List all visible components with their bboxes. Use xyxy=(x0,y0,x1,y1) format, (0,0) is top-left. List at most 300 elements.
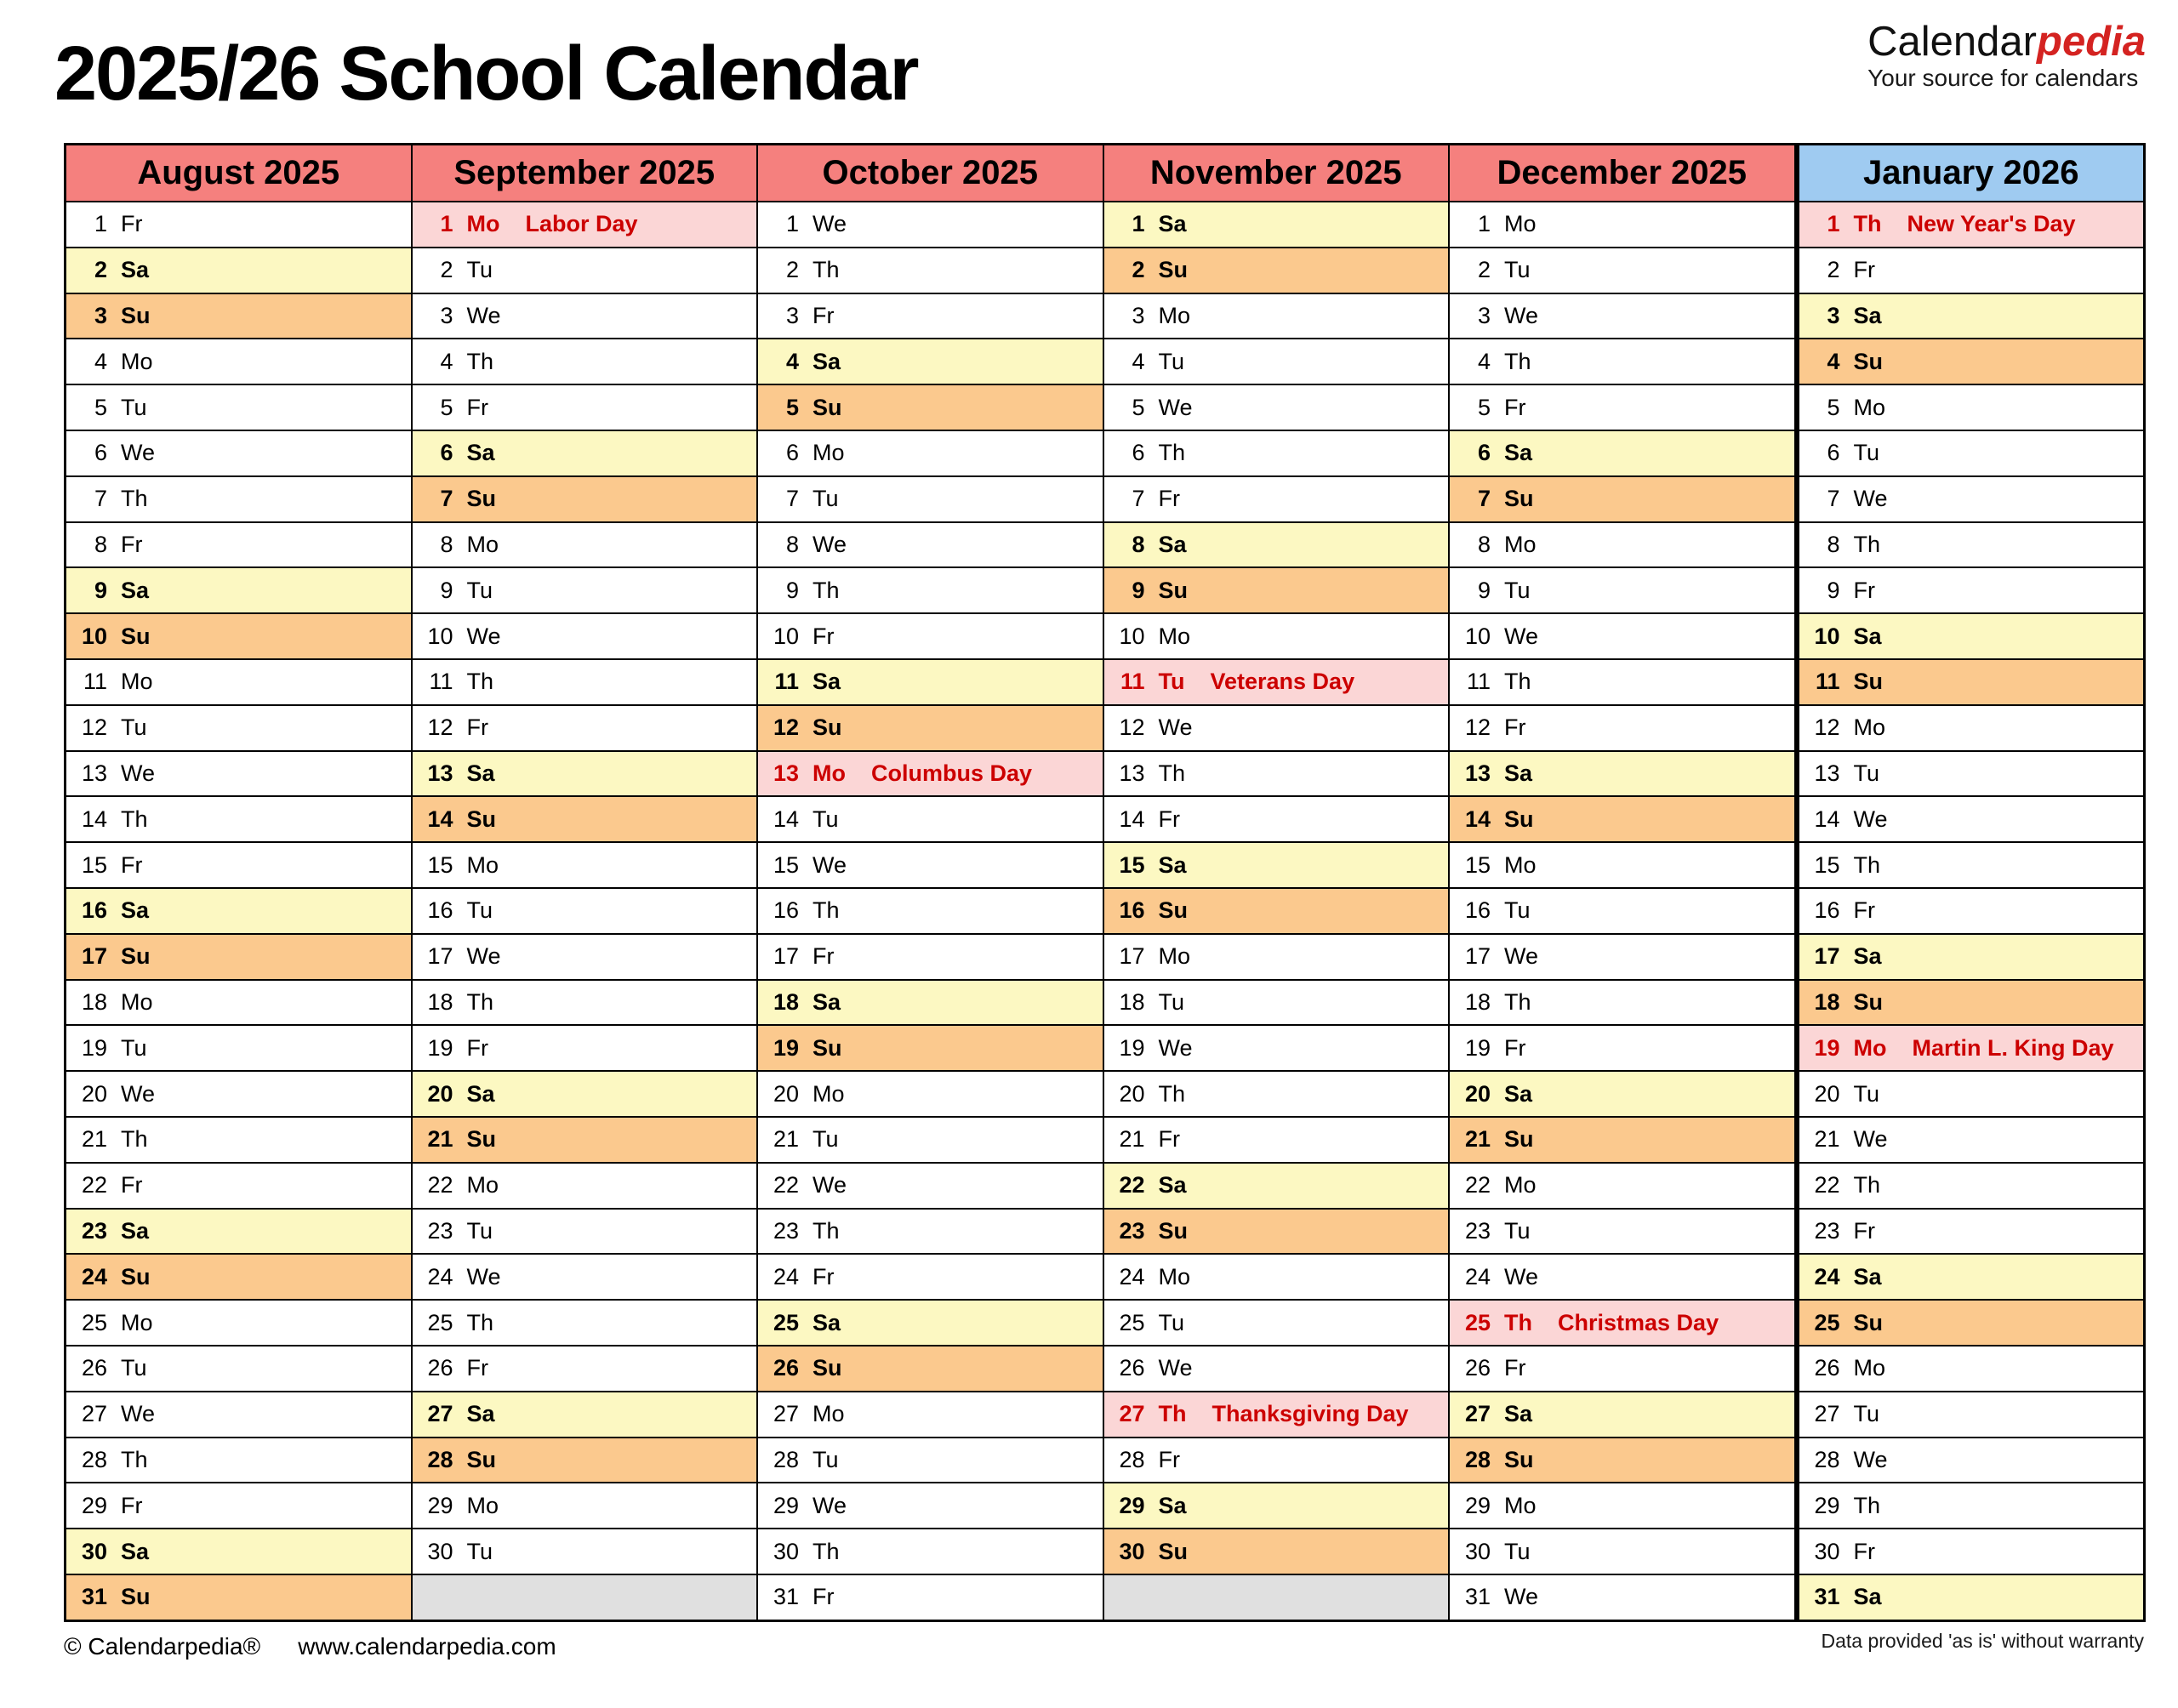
weekday-label: Fr xyxy=(1158,806,1180,832)
weekday-label: Su xyxy=(812,1034,842,1061)
day-number: 16 xyxy=(1119,897,1145,924)
day-cell xyxy=(413,795,757,841)
weekday-label: Su xyxy=(1504,1126,1534,1153)
day-cell xyxy=(1799,384,2144,430)
weekday-label: Tu xyxy=(1853,760,1880,786)
weekday-label: Su xyxy=(1158,577,1189,603)
logo-part-calendar: Calendar xyxy=(1867,19,2038,65)
day-number: 16 xyxy=(773,897,799,924)
month-header-january-2026: January 2026 xyxy=(1799,145,2144,201)
weekday-label: Su xyxy=(121,1584,151,1610)
day-number: 29 xyxy=(81,1492,107,1518)
weekday-label: Tu xyxy=(1504,1217,1531,1244)
day-cell xyxy=(1104,1299,1449,1345)
weekday-label: Mo xyxy=(466,1172,499,1198)
holiday-cell xyxy=(1799,201,2144,247)
day-cell xyxy=(66,1482,411,1528)
day-number: 6 xyxy=(785,440,799,466)
weekday-label: Th xyxy=(1504,988,1531,1015)
day-number: 16 xyxy=(1464,897,1491,924)
day-cell xyxy=(66,841,411,887)
day-cell xyxy=(1450,1528,1794,1574)
day-cell xyxy=(66,979,411,1025)
day-cell xyxy=(413,612,757,658)
day-number: 22 xyxy=(1119,1172,1145,1198)
weekday-label: Tu xyxy=(121,1034,147,1061)
day-cell xyxy=(1799,1208,2144,1254)
weekday-label: Su xyxy=(1853,348,1884,374)
day-cell xyxy=(66,1299,411,1345)
day-number: 17 xyxy=(81,943,107,970)
day-number: 12 xyxy=(773,715,799,741)
month-column-september-2025 xyxy=(411,145,757,1620)
day-number: 29 xyxy=(1119,1492,1145,1518)
weekday-label: We xyxy=(1853,1446,1888,1472)
day-cell xyxy=(758,1482,1103,1528)
weekday-label: Th xyxy=(121,806,148,832)
day-cell xyxy=(758,1437,1103,1483)
day-number: 14 xyxy=(1119,806,1145,832)
weekday-label: We xyxy=(1504,943,1539,970)
weekday-label: Su xyxy=(1504,806,1534,832)
day-number: 15 xyxy=(773,851,799,878)
weekday-label: Th xyxy=(1853,211,1882,237)
day-number: 4 xyxy=(94,348,107,374)
day-number: 18 xyxy=(1464,988,1491,1015)
weekday-label: We xyxy=(121,440,156,466)
month-header-october-2025: October 2025 xyxy=(758,145,1103,201)
day-cell xyxy=(413,1253,757,1299)
weekday-label: Fr xyxy=(121,1492,143,1518)
weekday-label: Su xyxy=(1504,486,1534,512)
weekday-label: Sa xyxy=(466,440,495,466)
day-number: 25 xyxy=(1814,1309,1840,1335)
weekday-label: Sa xyxy=(121,1538,150,1564)
day-cell xyxy=(1450,704,1794,750)
day-cell xyxy=(1104,338,1449,384)
day-cell xyxy=(1104,1253,1449,1299)
day-number: 8 xyxy=(440,531,453,557)
weekday-label: Tu xyxy=(121,715,147,741)
weekday-label: Mo xyxy=(1158,623,1191,649)
day-cell xyxy=(1104,979,1449,1025)
day-number: 1 xyxy=(94,211,107,237)
day-cell xyxy=(413,1116,757,1162)
day-cell xyxy=(1799,658,2144,704)
day-cell xyxy=(413,750,757,796)
day-number: 27 xyxy=(81,1401,107,1427)
day-cell xyxy=(758,1024,1103,1070)
day-number: 16 xyxy=(81,897,107,924)
weekday-label: Tu xyxy=(466,897,493,924)
day-number: 20 xyxy=(1464,1080,1491,1107)
weekday-label: Th xyxy=(466,988,494,1015)
day-number: 17 xyxy=(1814,943,1840,970)
disclaimer-text: Data provided 'as is' without warranty xyxy=(1821,1630,2144,1652)
day-number: 12 xyxy=(427,715,453,741)
day-cell xyxy=(1799,247,2144,293)
weekday-label: Sa xyxy=(1158,1172,1187,1198)
day-cell xyxy=(1799,475,2144,521)
weekday-label: Fr xyxy=(466,1355,488,1381)
day-cell xyxy=(413,1162,757,1208)
day-cell xyxy=(66,612,411,658)
weekday-label: We xyxy=(1853,486,1888,512)
weekday-label: We xyxy=(1504,623,1539,649)
weekday-label: We xyxy=(812,1172,847,1198)
day-number: 28 xyxy=(1464,1446,1491,1472)
day-number: 5 xyxy=(1827,394,1840,420)
day-cell xyxy=(413,566,757,612)
day-number: 18 xyxy=(81,988,107,1015)
day-cell xyxy=(66,1345,411,1391)
day-cell xyxy=(758,658,1103,704)
day-number: 7 xyxy=(440,486,453,512)
day-cell xyxy=(1450,658,1794,704)
weekday-label: Th xyxy=(466,348,494,374)
day-cell xyxy=(1104,841,1449,887)
day-number: 14 xyxy=(427,806,453,832)
weekday-label: Mo xyxy=(1504,1172,1537,1198)
day-number: 7 xyxy=(785,486,799,512)
day-number: 24 xyxy=(81,1263,107,1290)
day-cell xyxy=(66,1437,411,1483)
month-column-august-2025 xyxy=(66,145,411,1620)
weekday-label: Tu xyxy=(812,1446,839,1472)
day-cell xyxy=(66,795,411,841)
day-number: 21 xyxy=(81,1126,107,1153)
month-header-november-2025: November 2025 xyxy=(1104,145,1449,201)
weekday-label: Mo xyxy=(121,348,153,374)
day-cell xyxy=(1104,1070,1449,1116)
day-cell xyxy=(1104,704,1449,750)
month-header-september-2025: September 2025 xyxy=(413,145,757,201)
month-column-december-2025 xyxy=(1448,145,1794,1620)
weekday-label: Sa xyxy=(1853,1584,1882,1610)
day-number: 21 xyxy=(1814,1126,1840,1153)
weekday-label: Th xyxy=(1853,1492,1881,1518)
day-cell xyxy=(1799,1345,2144,1391)
day-cell xyxy=(66,1162,411,1208)
day-number: 30 xyxy=(1119,1538,1145,1564)
weekday-label: Fr xyxy=(466,394,488,420)
day-number: 14 xyxy=(81,806,107,832)
weekday-label: Sa xyxy=(121,897,150,924)
weekday-label: Th xyxy=(1504,1309,1532,1335)
holiday-label: Christmas Day xyxy=(1558,1309,1719,1335)
day-cell xyxy=(413,384,757,430)
day-number: 11 xyxy=(429,669,453,695)
day-cell xyxy=(1104,1024,1449,1070)
day-number: 27 xyxy=(1464,1401,1491,1427)
day-number: 14 xyxy=(773,806,799,832)
day-number: 31 xyxy=(81,1584,107,1610)
day-number: 11 xyxy=(1815,669,1840,695)
holiday-label: New Year's Day xyxy=(1907,211,2076,237)
day-number: 21 xyxy=(427,1126,453,1153)
weekday-label: Th xyxy=(466,669,494,695)
weekday-label: Sa xyxy=(812,348,841,374)
weekday-label: Sa xyxy=(1853,623,1882,649)
day-number: 2 xyxy=(94,257,107,283)
day-number: 20 xyxy=(773,1080,799,1107)
day-cell xyxy=(1450,521,1794,567)
weekday-label: Mo xyxy=(121,669,153,695)
weekday-label: We xyxy=(121,1080,156,1107)
day-cell xyxy=(1799,1528,2144,1574)
weekday-label: Tu xyxy=(1853,1080,1880,1107)
day-number: 5 xyxy=(1132,394,1145,420)
weekday-label: Tu xyxy=(1853,440,1880,466)
day-number: 22 xyxy=(81,1172,107,1198)
weekday-label: We xyxy=(1504,1584,1539,1610)
weekday-label: Mo xyxy=(1853,394,1886,420)
weekday-label: Sa xyxy=(1504,760,1533,786)
day-cell xyxy=(1104,1437,1449,1483)
day-number: 8 xyxy=(1132,531,1145,557)
day-number: 2 xyxy=(1477,257,1491,283)
day-cell xyxy=(1450,566,1794,612)
day-cell xyxy=(1799,1162,2144,1208)
weekday-label: Fr xyxy=(812,943,835,970)
weekday-label: Mo xyxy=(1504,851,1537,878)
day-number: 30 xyxy=(1464,1538,1491,1564)
day-cell xyxy=(1450,612,1794,658)
day-cell xyxy=(413,338,757,384)
day-cell xyxy=(413,247,757,293)
day-number: 16 xyxy=(427,897,453,924)
day-number: 20 xyxy=(427,1080,453,1107)
day-number: 10 xyxy=(773,623,799,649)
day-number: 27 xyxy=(773,1401,799,1427)
weekday-label: We xyxy=(1158,1034,1193,1061)
holiday-label: Martin L. King Day xyxy=(1912,1034,2114,1061)
weekday-label: Tu xyxy=(466,1538,493,1564)
weekday-label: Fr xyxy=(1158,1446,1180,1472)
day-cell xyxy=(1104,933,1449,979)
weekday-label: Tu xyxy=(1158,348,1185,374)
day-number: 21 xyxy=(773,1126,799,1153)
day-cell xyxy=(1104,750,1449,796)
day-number: 24 xyxy=(773,1263,799,1290)
day-number: 19 xyxy=(1119,1034,1145,1061)
weekday-label: Th xyxy=(1158,760,1186,786)
day-cell xyxy=(758,566,1103,612)
day-cell xyxy=(758,430,1103,475)
weekday-label: Fr xyxy=(121,211,143,237)
weekday-label: Th xyxy=(121,1126,148,1153)
day-number: 22 xyxy=(773,1172,799,1198)
day-number: 24 xyxy=(1464,1263,1491,1290)
day-cell xyxy=(66,1024,411,1070)
day-cell xyxy=(758,521,1103,567)
day-number: 4 xyxy=(440,348,453,374)
weekday-label: Sa xyxy=(1158,851,1187,878)
weekday-label: Th xyxy=(1853,851,1881,878)
weekday-label: Tu xyxy=(1158,1309,1185,1335)
day-cell xyxy=(1799,887,2144,933)
day-number: 25 xyxy=(81,1309,107,1335)
weekday-label: We xyxy=(812,1492,847,1518)
month-header-august-2025: August 2025 xyxy=(66,145,411,201)
weekday-label: Th xyxy=(1504,669,1531,695)
day-number: 10 xyxy=(1119,623,1145,649)
weekday-label: Su xyxy=(1158,257,1189,283)
weekday-label: Su xyxy=(1158,897,1189,924)
day-cell xyxy=(1450,887,1794,933)
day-cell xyxy=(1799,338,2144,384)
day-cell xyxy=(1450,1574,1794,1620)
day-number: 22 xyxy=(1814,1172,1840,1198)
weekday-label: Th xyxy=(121,486,148,512)
day-cell xyxy=(413,704,757,750)
day-cell xyxy=(1450,933,1794,979)
day-cell xyxy=(66,933,411,979)
day-cell xyxy=(758,887,1103,933)
day-cell xyxy=(1450,1482,1794,1528)
day-cell xyxy=(413,979,757,1025)
weekday-label: Sa xyxy=(466,1401,495,1427)
weekday-label: Fr xyxy=(812,1263,835,1290)
day-number: 11 xyxy=(774,669,799,695)
day-number: 24 xyxy=(1814,1263,1840,1290)
weekday-label: We xyxy=(1158,394,1193,420)
day-cell xyxy=(1450,979,1794,1025)
day-number: 9 xyxy=(1132,577,1145,603)
weekday-label: Fr xyxy=(1158,1126,1180,1153)
day-cell xyxy=(66,1574,411,1620)
day-number: 24 xyxy=(1119,1263,1145,1290)
day-cell xyxy=(758,612,1103,658)
day-cell xyxy=(1450,384,1794,430)
day-number: 11 xyxy=(83,669,107,695)
weekday-label: Tu xyxy=(1853,1401,1880,1427)
day-cell xyxy=(1799,1574,2144,1620)
weekday-label: Tu xyxy=(121,394,147,420)
day-number: 5 xyxy=(440,394,453,420)
day-cell xyxy=(413,1437,757,1483)
day-cell xyxy=(413,887,757,933)
weekday-label: Su xyxy=(1853,1309,1884,1335)
weekday-label: We xyxy=(466,1263,501,1290)
day-number: 10 xyxy=(1814,623,1840,649)
day-number: 8 xyxy=(1827,531,1840,557)
day-number: 18 xyxy=(1814,988,1840,1015)
copyright-text: © Calendarpedia® xyxy=(64,1633,261,1660)
day-cell xyxy=(758,979,1103,1025)
weekday-label: Th xyxy=(812,897,840,924)
day-number: 23 xyxy=(81,1217,107,1244)
day-number: 13 xyxy=(427,760,453,786)
day-cell xyxy=(1799,1116,2144,1162)
day-number: 9 xyxy=(94,577,107,603)
day-cell xyxy=(758,1299,1103,1345)
day-number: 1 xyxy=(1827,211,1840,237)
day-cell xyxy=(66,430,411,475)
day-number: 21 xyxy=(1464,1126,1491,1153)
day-cell xyxy=(66,1070,411,1116)
weekday-label: We xyxy=(812,851,847,878)
day-cell xyxy=(1799,1253,2144,1299)
day-number: 29 xyxy=(1814,1492,1840,1518)
weekday-label: Sa xyxy=(1158,531,1187,557)
day-number: 7 xyxy=(94,486,107,512)
weekday-label: Fr xyxy=(466,1034,488,1061)
day-number: 13 xyxy=(773,760,799,786)
day-number: 22 xyxy=(427,1172,453,1198)
logo-wordmark xyxy=(1867,20,2146,64)
day-number: 9 xyxy=(785,577,799,603)
day-number: 6 xyxy=(94,440,107,466)
weekday-label: Sa xyxy=(121,577,150,603)
weekday-label: Fr xyxy=(1158,486,1180,512)
day-number: 19 xyxy=(81,1034,107,1061)
weekday-label: We xyxy=(1504,302,1539,328)
day-cell xyxy=(1799,430,2144,475)
weekday-label: Sa xyxy=(1853,1263,1882,1290)
website-link[interactable]: www.calendarpedia.com xyxy=(298,1633,556,1660)
day-number: 29 xyxy=(427,1492,453,1518)
day-number: 15 xyxy=(81,851,107,878)
day-number: 1 xyxy=(785,211,799,237)
day-cell xyxy=(413,1299,757,1345)
day-cell xyxy=(1450,1070,1794,1116)
day-cell xyxy=(758,1208,1103,1254)
weekday-label: Mo xyxy=(812,440,845,466)
month-column-october-2025 xyxy=(756,145,1103,1620)
weekday-label: Sa xyxy=(1504,440,1533,466)
weekday-label: Sa xyxy=(812,988,841,1015)
weekday-label: We xyxy=(812,531,847,557)
day-cell xyxy=(66,293,411,339)
day-cell xyxy=(1104,1162,1449,1208)
day-cell xyxy=(1104,795,1449,841)
weekday-label: Fr xyxy=(812,302,835,328)
day-cell xyxy=(1450,750,1794,796)
day-cell xyxy=(1104,293,1449,339)
page-title: 2025/26 School Calendar xyxy=(54,31,918,117)
weekday-label: Tu xyxy=(466,577,493,603)
day-number: 22 xyxy=(1464,1172,1491,1198)
day-cell xyxy=(1450,1208,1794,1254)
holiday-label: Columbus Day xyxy=(870,760,1033,786)
day-number: 9 xyxy=(1827,577,1840,603)
day-number: 14 xyxy=(1464,806,1491,832)
day-number: 31 xyxy=(1464,1584,1491,1610)
day-number: 2 xyxy=(440,257,453,283)
holiday-label: Labor Day xyxy=(525,211,638,237)
weekday-label: Th xyxy=(812,577,840,603)
day-number: 4 xyxy=(1132,348,1145,374)
day-number: 25 xyxy=(773,1309,799,1335)
weekday-label: Mo xyxy=(121,1309,153,1335)
day-cell xyxy=(1104,566,1449,612)
weekday-label: Su xyxy=(466,806,497,832)
day-number: 17 xyxy=(1464,943,1491,970)
day-number: 1 xyxy=(1477,211,1491,237)
weekday-label: We xyxy=(466,302,501,328)
day-number: 10 xyxy=(1464,623,1491,649)
day-number: 17 xyxy=(1119,943,1145,970)
day-number: 23 xyxy=(1464,1217,1491,1244)
holiday-cell xyxy=(1104,1391,1449,1437)
day-cell xyxy=(66,1253,411,1299)
weekday-label: Mo xyxy=(812,1401,845,1427)
day-cell xyxy=(758,1574,1103,1620)
weekday-label: Su xyxy=(466,1446,497,1472)
day-cell xyxy=(1104,1345,1449,1391)
weekday-label: Su xyxy=(1853,988,1884,1015)
